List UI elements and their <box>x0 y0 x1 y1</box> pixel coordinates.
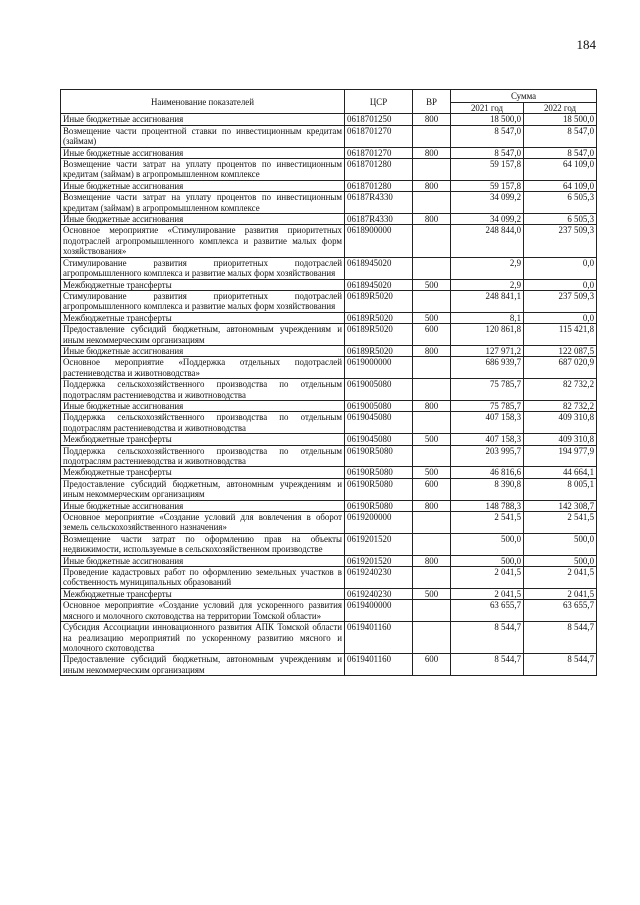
cell-vr: 600 <box>413 324 451 346</box>
header-vr: ВР <box>413 90 451 114</box>
header-year-2022: 2022 год <box>524 103 597 114</box>
cell-name: Возмещение части затрат на уплату процентов по инвестиционным кредитам (займам) в агропромышленном комплексе <box>61 192 345 214</box>
cell-2021: 59 157,8 <box>451 159 524 181</box>
cell-2021: 59 157,8 <box>451 180 524 191</box>
cell-2021: 500,0 <box>451 533 524 555</box>
table-row <box>61 567 597 589</box>
page-number: 184 <box>576 37 596 52</box>
table-row <box>61 654 597 676</box>
cell-2021: 248 844,0 <box>451 225 524 257</box>
cell-2021: 2,9 <box>451 257 524 279</box>
cell-vr <box>413 567 451 589</box>
cell-vr: 500 <box>413 588 451 599</box>
cell-vr: 800 <box>413 345 451 356</box>
cell-vr: 800 <box>413 180 451 191</box>
cell-name: Возмещение части затрат на уплату процентов по инвестиционным кредитам (займам) в агропромышленном комплексе <box>61 159 345 181</box>
cell-vr: 800 <box>413 555 451 566</box>
table-row <box>61 588 597 599</box>
cell-csr: 0618945020 <box>345 279 413 290</box>
cell-2022: 6 505,3 <box>524 192 597 214</box>
cell-2022: 6 505,3 <box>524 214 597 225</box>
cell-vr <box>413 257 451 279</box>
cell-2022: 122 087,5 <box>524 345 597 356</box>
cell-2022: 8 547,0 <box>524 147 597 158</box>
cell-csr: 06190R5080 <box>345 467 413 478</box>
table-row <box>61 533 597 555</box>
table-row <box>61 400 597 411</box>
cell-vr: 800 <box>413 400 451 411</box>
cell-csr: 0618701280 <box>345 159 413 181</box>
cell-vr <box>413 533 451 555</box>
cell-2022: 8 547,0 <box>524 125 597 147</box>
cell-vr <box>413 379 451 401</box>
cell-2022: 8 544,7 <box>524 654 597 676</box>
cell-2022: 0,0 <box>524 257 597 279</box>
table-row <box>61 290 597 312</box>
cell-csr: 0619005080 <box>345 400 413 411</box>
cell-2021: 203 995,7 <box>451 445 524 467</box>
cell-name: Предоставление субсидий бюджетным, автономным учреждениям и иным некоммерческим организациям <box>61 654 345 676</box>
cell-name: Проведение кадастровых работ по оформлению земельных участков в собственность муниципальных образований <box>61 567 345 589</box>
cell-name: Поддержка сельскохозяйственного производства по отдельным подотраслям растениеводства и животноводства <box>61 379 345 401</box>
cell-2021: 2 541,5 <box>451 512 524 534</box>
cell-name: Межбюджетные трансферты <box>61 279 345 290</box>
cell-vr <box>413 512 451 534</box>
cell-2022: 0,0 <box>524 312 597 323</box>
cell-csr: 0619005080 <box>345 379 413 401</box>
table-row <box>61 445 597 467</box>
cell-2022: 0,0 <box>524 279 597 290</box>
cell-2022: 237 509,3 <box>524 290 597 312</box>
cell-2021: 248 841,1 <box>451 290 524 312</box>
cell-2022: 2 041,5 <box>524 588 597 599</box>
cell-2022: 2 041,5 <box>524 567 597 589</box>
cell-2021: 75 785,7 <box>451 400 524 411</box>
cell-2021: 8 547,0 <box>451 147 524 158</box>
table-row <box>61 467 597 478</box>
header-name: Наименование показателей <box>61 90 345 114</box>
table-row <box>61 434 597 445</box>
cell-csr: 0618701250 <box>345 114 413 125</box>
cell-2021: 2,9 <box>451 279 524 290</box>
table-row <box>61 357 597 379</box>
table-row <box>61 512 597 534</box>
cell-2021: 120 861,8 <box>451 324 524 346</box>
cell-csr: 0619045080 <box>345 412 413 434</box>
cell-vr <box>413 412 451 434</box>
header-sum: Сумма <box>451 90 597 103</box>
cell-2021: 75 785,7 <box>451 379 524 401</box>
cell-csr: 0618701270 <box>345 147 413 158</box>
cell-csr: 06189R5020 <box>345 345 413 356</box>
cell-2021: 2 041,5 <box>451 567 524 589</box>
cell-name: Межбюджетные трансферты <box>61 434 345 445</box>
cell-vr: 800 <box>413 500 451 511</box>
cell-csr: 0619400000 <box>345 600 413 622</box>
table-row <box>61 500 597 511</box>
cell-csr: 0619045080 <box>345 434 413 445</box>
table-row <box>61 180 597 191</box>
budget-table <box>60 89 597 676</box>
table-row <box>61 147 597 158</box>
table-row <box>61 379 597 401</box>
header-year-2021: 2021 год <box>451 103 524 114</box>
cell-2022: 2 541,5 <box>524 512 597 534</box>
cell-csr: 0619201520 <box>345 555 413 566</box>
table-row <box>61 555 597 566</box>
cell-name: Иные бюджетные ассигнования <box>61 555 345 566</box>
cell-2022: 44 664,1 <box>524 467 597 478</box>
table-row <box>61 159 597 181</box>
cell-2021: 34 099,2 <box>451 192 524 214</box>
cell-2021: 500,0 <box>451 555 524 566</box>
cell-csr: 06189R5020 <box>345 312 413 323</box>
cell-2021: 46 816,6 <box>451 467 524 478</box>
cell-vr: 500 <box>413 312 451 323</box>
table-row <box>61 257 597 279</box>
cell-name: Основное мероприятие «Стимулирование развития приоритетных подотраслей агропромышленного комплекса и развитие малых форм хозяйствования» <box>61 225 345 257</box>
cell-name: Субсидия Ассоциации инновационного развития АПК Томской области на реализацию мероприятий по ускоренному развитию мясного и молочного скотоводства <box>61 622 345 654</box>
table-row <box>61 312 597 323</box>
cell-csr: 06190R5080 <box>345 500 413 511</box>
cell-2021: 8 544,7 <box>451 654 524 676</box>
cell-2021: 63 655,7 <box>451 600 524 622</box>
table-row <box>61 324 597 346</box>
cell-csr: 0618900000 <box>345 225 413 257</box>
cell-vr <box>413 622 451 654</box>
cell-2021: 148 788,3 <box>451 500 524 511</box>
cell-2021: 407 158,3 <box>451 412 524 434</box>
cell-csr: 0619000000 <box>345 357 413 379</box>
table-row <box>61 279 597 290</box>
cell-csr: 0619240230 <box>345 588 413 599</box>
table-row <box>61 214 597 225</box>
cell-name: Стимулирование развития приоритетных подотраслей агропромышленного комплекса и развитие малых форм хозяйствования <box>61 290 345 312</box>
cell-2022: 8 544,7 <box>524 622 597 654</box>
cell-2022: 115 421,8 <box>524 324 597 346</box>
cell-vr <box>413 600 451 622</box>
cell-2022: 409 310,8 <box>524 434 597 445</box>
cell-csr: 06187R4330 <box>345 192 413 214</box>
cell-name: Основное мероприятие «Создание условий для ускоренного развития мясного и молочного скотоводства на территории Томской области» <box>61 600 345 622</box>
table-row <box>61 114 597 125</box>
cell-csr: 0619401160 <box>345 622 413 654</box>
cell-2022: 409 310,8 <box>524 412 597 434</box>
cell-csr: 0619401160 <box>345 654 413 676</box>
cell-name: Межбюджетные трансферты <box>61 312 345 323</box>
cell-vr: 600 <box>413 654 451 676</box>
cell-2022: 82 732,2 <box>524 400 597 411</box>
cell-name: Иные бюджетные ассигнования <box>61 500 345 511</box>
cell-vr: 800 <box>413 147 451 158</box>
cell-2021: 2 041,5 <box>451 588 524 599</box>
cell-2022: 500,0 <box>524 555 597 566</box>
cell-vr <box>413 225 451 257</box>
cell-csr: 0618945020 <box>345 257 413 279</box>
cell-vr <box>413 357 451 379</box>
cell-name: Возмещение части затрат по оформлению прав на объекты недвижимости, используемые в сельскохозяйственном производстве <box>61 533 345 555</box>
cell-csr: 06189R5020 <box>345 290 413 312</box>
header-csr: ЦСР <box>345 90 413 114</box>
cell-name: Межбюджетные трансферты <box>61 588 345 599</box>
cell-vr <box>413 445 451 467</box>
cell-2022: 63 655,7 <box>524 600 597 622</box>
cell-vr <box>413 192 451 214</box>
cell-2021: 18 500,0 <box>451 114 524 125</box>
cell-2021: 8 547,0 <box>451 125 524 147</box>
cell-vr: 500 <box>413 467 451 478</box>
cell-csr: 0618701280 <box>345 180 413 191</box>
cell-2022: 500,0 <box>524 533 597 555</box>
cell-2022: 82 732,2 <box>524 379 597 401</box>
cell-name: Иные бюджетные ассигнования <box>61 147 345 158</box>
cell-2021: 8 544,7 <box>451 622 524 654</box>
cell-name: Основное мероприятие «Создание условий для вовлечения в оборот земель сельскохозяйственного назначения» <box>61 512 345 534</box>
cell-vr <box>413 290 451 312</box>
table-row <box>61 600 597 622</box>
cell-name: Возмещение части процентной ставки по инвестиционным кредитам (займам) <box>61 125 345 147</box>
cell-name: Предоставление субсидий бюджетным, автономным учреждениям и иным некоммерческим организациям <box>61 478 345 500</box>
cell-name: Иные бюджетные ассигнования <box>61 214 345 225</box>
cell-2022: 8 005,1 <box>524 478 597 500</box>
cell-name: Иные бюджетные ассигнования <box>61 345 345 356</box>
cell-csr: 06187R4330 <box>345 214 413 225</box>
cell-2022: 194 977,9 <box>524 445 597 467</box>
table-row <box>61 622 597 654</box>
cell-name: Стимулирование развития приоритетных подотраслей агропромышленного комплекса и развитие малых форм хозяйствования <box>61 257 345 279</box>
cell-2022: 64 109,0 <box>524 180 597 191</box>
cell-2022: 237 509,3 <box>524 225 597 257</box>
cell-name: Поддержка сельскохозяйственного производства по отдельным подотраслям растениеводства и животноводства <box>61 445 345 467</box>
cell-vr <box>413 125 451 147</box>
cell-name: Межбюджетные трансферты <box>61 467 345 478</box>
cell-name: Основное мероприятие «Поддержка отдельных подотраслей растениеводства и животноводства» <box>61 357 345 379</box>
cell-csr: 06190R5080 <box>345 478 413 500</box>
table-row <box>61 345 597 356</box>
cell-vr: 600 <box>413 478 451 500</box>
cell-name: Иные бюджетные ассигнования <box>61 180 345 191</box>
table-row <box>61 192 597 214</box>
cell-2021: 686 939,7 <box>451 357 524 379</box>
table-row <box>61 478 597 500</box>
cell-vr: 800 <box>413 114 451 125</box>
cell-name: Предоставление субсидий бюджетным, автономным учреждениям и иным некоммерческим организациям <box>61 324 345 346</box>
table-row <box>61 225 597 257</box>
cell-2022: 18 500,0 <box>524 114 597 125</box>
cell-name: Иные бюджетные ассигнования <box>61 400 345 411</box>
cell-csr: 06189R5020 <box>345 324 413 346</box>
cell-csr: 06190R5080 <box>345 445 413 467</box>
cell-vr: 800 <box>413 214 451 225</box>
cell-2021: 8 390,8 <box>451 478 524 500</box>
cell-csr: 0619201520 <box>345 533 413 555</box>
cell-2022: 687 020,9 <box>524 357 597 379</box>
cell-name: Иные бюджетные ассигнования <box>61 114 345 125</box>
cell-csr: 0618701270 <box>345 125 413 147</box>
cell-vr: 500 <box>413 279 451 290</box>
table-body <box>61 114 597 676</box>
cell-2021: 407 158,3 <box>451 434 524 445</box>
cell-2021: 34 099,2 <box>451 214 524 225</box>
table-row <box>61 412 597 434</box>
cell-2021: 127 971,2 <box>451 345 524 356</box>
table-row <box>61 125 597 147</box>
cell-vr: 500 <box>413 434 451 445</box>
cell-2021: 8,1 <box>451 312 524 323</box>
cell-2022: 64 109,0 <box>524 159 597 181</box>
cell-2022: 142 308,7 <box>524 500 597 511</box>
cell-vr <box>413 159 451 181</box>
cell-csr: 0619240230 <box>345 567 413 589</box>
cell-name: Поддержка сельскохозяйственного производства по отдельным подотраслям растениеводства и животноводства <box>61 412 345 434</box>
cell-csr: 0619200000 <box>345 512 413 534</box>
